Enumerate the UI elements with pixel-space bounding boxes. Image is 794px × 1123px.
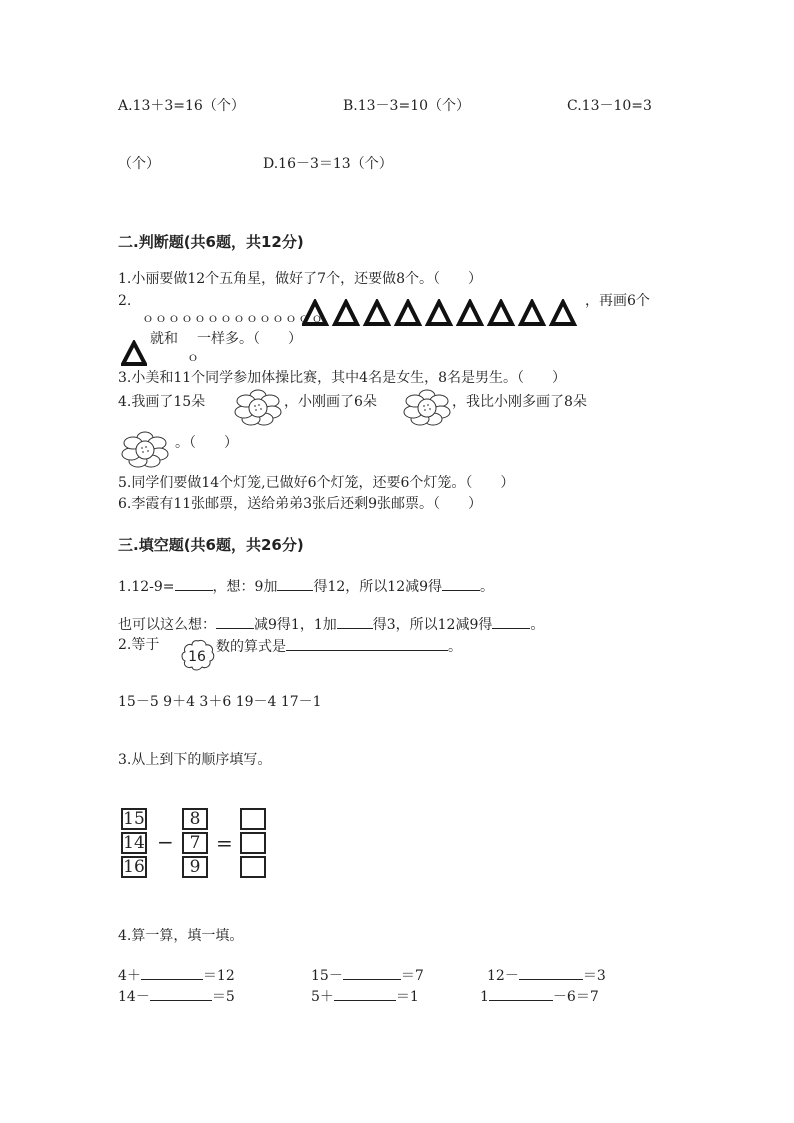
judge-q2-text-b: 就和 [150,331,178,347]
answer-blank[interactable] [337,614,373,629]
fill-q1-part1: 1.12-9= [118,579,175,595]
judge-q6: 6.李霞有11张邮票，送给弟弟3张后还剩9张邮票。（ ） [118,496,482,512]
subtrahend-cell: 7 [182,832,208,854]
fill-q1b-part4: 。 [530,617,545,633]
equation: 14－ ＝5 [118,986,235,1006]
judge-q4-text-b: ，小刚画了6朵 [284,394,377,410]
subtrahend-cell: 8 [182,808,208,830]
fill-q2-expressions: 15－5 9＋4 3＋6 19－4 17－1 [118,694,322,710]
triangle-icon [428,302,450,324]
judge-q5: 5.同学们要做14个灯笼,已做好6个灯笼，还要6个灯笼。（ ） [118,475,515,491]
subtrahend-cell: 9 [182,856,208,878]
answer-cell[interactable] [240,808,266,830]
left-number-cell: 16 [121,856,147,878]
judge-q1: 1.小丽要做12个五角星，做好了7个，还要做8个。（ ） [118,271,482,287]
fill-q2-text-c: 。 [448,639,462,655]
answer-blank[interactable] [489,986,553,1001]
fill-q1 [118,576,494,596]
judge-q3: 3.小美和11个同学参加体操比赛，其中4名是女生，8名是男生。（ ） [118,370,566,386]
flower-number: 16 [188,649,206,665]
judge-q4-text-d: 。（ ） [175,435,238,451]
fill-q1-part3: 得12，所以12减9得 [313,579,443,595]
judge-q4-text-a: 4.我画了15朵 [118,394,206,410]
section3-heading: 三.填空题(共6题，共26分) [118,536,304,554]
judge-q2-text-a: ，再画6个 [585,293,650,309]
equation: 12－ ＝3 [487,965,606,985]
fill-q1b-part3: 得3，所以12减9得 [372,617,493,633]
judge-q4-text-c: ，我比小刚多画了8朵 [452,394,587,410]
flower-icon [403,388,451,426]
fill-q3: 3.从上到下的顺序填写。 [118,752,272,768]
answer-blank[interactable] [334,986,396,1001]
equation: 1 －6＝7 [480,986,599,1006]
fill-q1-part2: ，想：9加 [212,579,278,595]
answer-blank[interactable] [492,614,530,629]
minus-sign: − [157,830,174,854]
equation: 15－ ＝7 [311,965,424,985]
answer-blank[interactable] [150,986,212,1001]
triangle-icon [397,302,419,324]
flower-icon [121,430,169,468]
answer-blank[interactable] [141,965,203,980]
left-number-cell: 15 [121,808,147,830]
option-b: B.13－3=10（个） [343,98,471,114]
flower-number-icon [180,638,216,672]
option-c: C.13－10=3 [567,98,652,114]
fill-q2-text-b: 数的算式是 [216,639,286,655]
answer-blank[interactable] [286,636,448,651]
option-d: D.16－3＝13（个） [263,156,393,172]
fill-q1b-part1: 也可以这么想： [118,617,216,633]
answer-blank[interactable] [343,965,401,980]
answer-blank[interactable] [519,965,583,980]
triangle-icon [335,302,357,324]
triangle-icon [121,340,147,366]
triangle-icon [304,302,326,324]
answer-blank[interactable] [216,614,254,629]
equation: 4＋ ＝12 [118,965,235,985]
judge-q2-text-c: 一样多。（ ） [197,331,302,347]
judge-q2-number: 2. [118,293,132,309]
fill-q2-line [216,636,462,656]
fill-q4: 4.算一算，填一填。 [118,928,244,944]
answer-blank[interactable] [175,576,213,591]
answer-blank[interactable] [277,576,313,591]
answer-cell[interactable] [240,832,266,854]
small-circle-icon: ｏ [187,350,200,364]
equals-sign: = [216,831,233,855]
triangle-icon [366,302,388,324]
option-c-unit: （个） [118,156,160,172]
triangle-row [302,299,582,327]
triangle-icon [490,302,512,324]
answer-blank[interactable] [442,576,480,591]
answer-cell[interactable] [240,856,266,878]
triangle-icon [552,302,574,324]
triangle-icon [459,302,481,324]
triangle-icon [521,302,543,324]
equation: 5＋ ＝1 [311,986,419,1006]
section2-heading: 二.判断题(共6题，共12分) [118,233,304,251]
left-number-cell: 14 [121,832,147,854]
fill-q1b-part2: 减9得1，1加 [254,617,337,633]
fill-q1-alt [118,614,544,634]
option-a: A.13＋3=16（个） [118,98,245,114]
fill-q2-text-a: 2.等于 [118,637,160,653]
fill-q1-part4: 。 [480,579,495,595]
flower-icon [234,388,282,426]
small-circles-row: ｏｏｏｏｏｏｏｏｏｏｏｏｏｏ [142,311,325,325]
